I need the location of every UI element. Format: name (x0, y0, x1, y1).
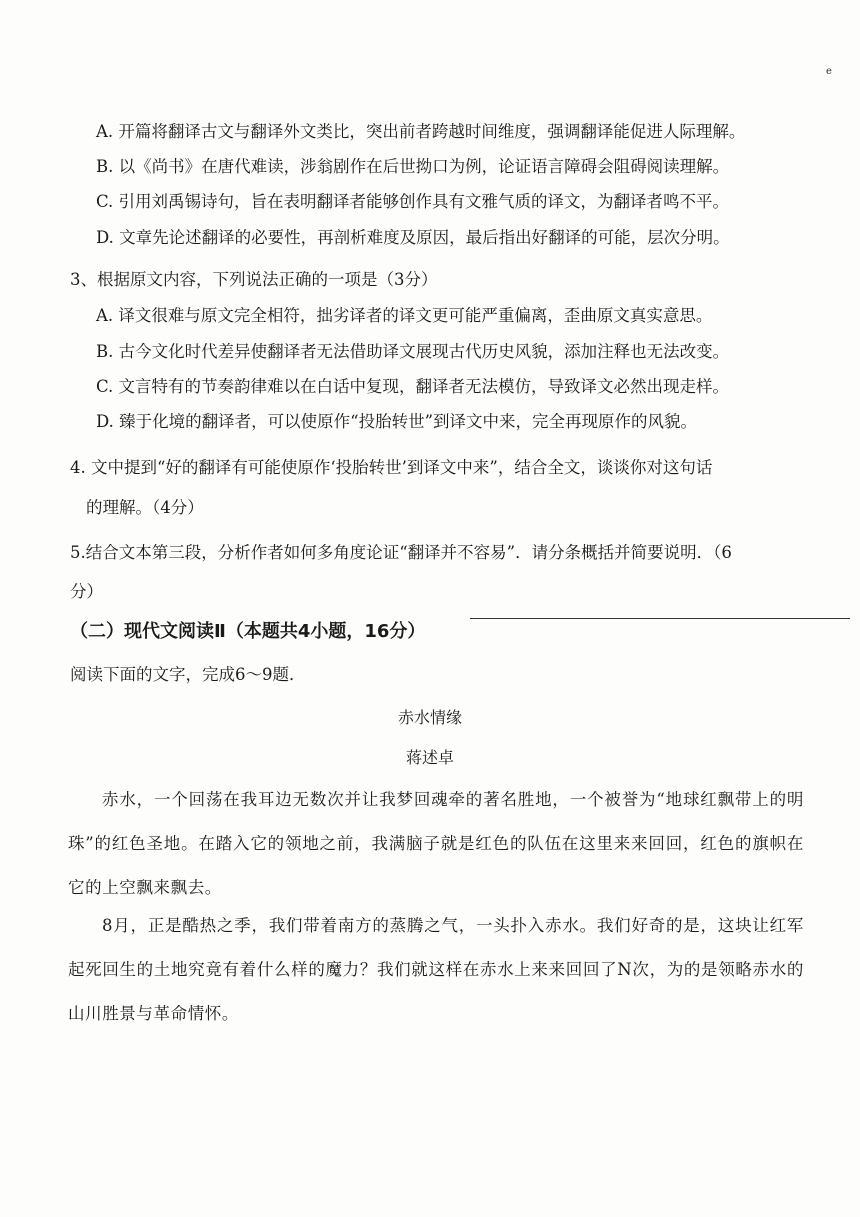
q3-option-d: D. 臻于化境的翻译者，可以使原作“投胎转世”到译文中来，完全再现原作的风貌。 (96, 412, 698, 431)
q2-option-b: B. 以《尚书》在唐代难读，涉翁剧作在后世拗口为例，论证语言障碍会阻碍阅读理解。 (96, 157, 730, 176)
q2-option-a: A. 开篇将翻译古文与翻译外文类比，突出前者跨越时间维度，强调翻译能促进人际理解。 (96, 122, 746, 141)
article-author: 蒋述卓 (405, 748, 454, 767)
q5-line-1: 5.结合文本第三段，分析作者如何多角度论证“翻译并不容易”．请分条概括并简要说明．（6 (70, 543, 732, 562)
q5-line-2: 分） (70, 582, 103, 601)
article-paragraph-2: 8月，正是酷热之季，我们带着南方的蒸腾之气，一头扑入赤水。我们好奇的是，这块让红军起死回生的土地究竟有着什么样的魔力？我们就这样在赤水上来来回回了N次，为的是领略赤水的山川胜景与革命情怀。 (68, 916, 804, 1023)
q3-option-c: C. 文言特有的节奏韵律难以在白话中复现，翻译者无法模仿，导致译文必然出现走样。 (96, 377, 730, 396)
q3-option-a: A. 译文很难与原文完全相符，拙劣译者的译文更可能严重偏离，歪曲原文真实意思。 (96, 306, 713, 325)
section-instruction: 阅读下面的文字，完成6～9题． (70, 665, 306, 684)
q2-option-d: D. 文章先论述翻译的必要性，再剖析难度及原因，最后指出好翻译的可能，层次分明。 (96, 228, 730, 247)
article-title: 赤水情缘 (397, 708, 462, 727)
section-divider (470, 618, 850, 619)
q4-line-1: 4. 文中提到“好的翻译有可能使原作‘投胎转世’到译文中来”，结合全文，谈谈你对这句话 (70, 458, 713, 477)
q4-line-2: 的理解。（4分） (86, 498, 204, 517)
q3-option-b: B. 古今文化时代差异使翻译者无法借助译文展现古代历史风貌，添加注释也无法改变。 (96, 342, 730, 361)
article-paragraph-1: 赤水，一个回荡在我耳边无数次并让我梦回魂牵的著名胜地，一个被誉为“地球红飘带上的明珠”的红色圣地。在踏入它的领地之前，我满脑子就是红色的队伍在这里来来回回，红色的旗帜在它的上空飘来飘去。 (68, 790, 804, 897)
q2-option-c: C. 引用刘禹锡诗句，旨在表明翻译者能够创作具有文雅气质的译文，为翻译者鸣不平。 (96, 192, 730, 211)
q3-stem: 3、根据原文内容，下列说法正确的一项是（3分） (70, 270, 438, 289)
section-title: （二）现代文阅读Ⅱ（本题共4小题，16分） (70, 621, 426, 642)
corner-mark: e (826, 66, 832, 77)
